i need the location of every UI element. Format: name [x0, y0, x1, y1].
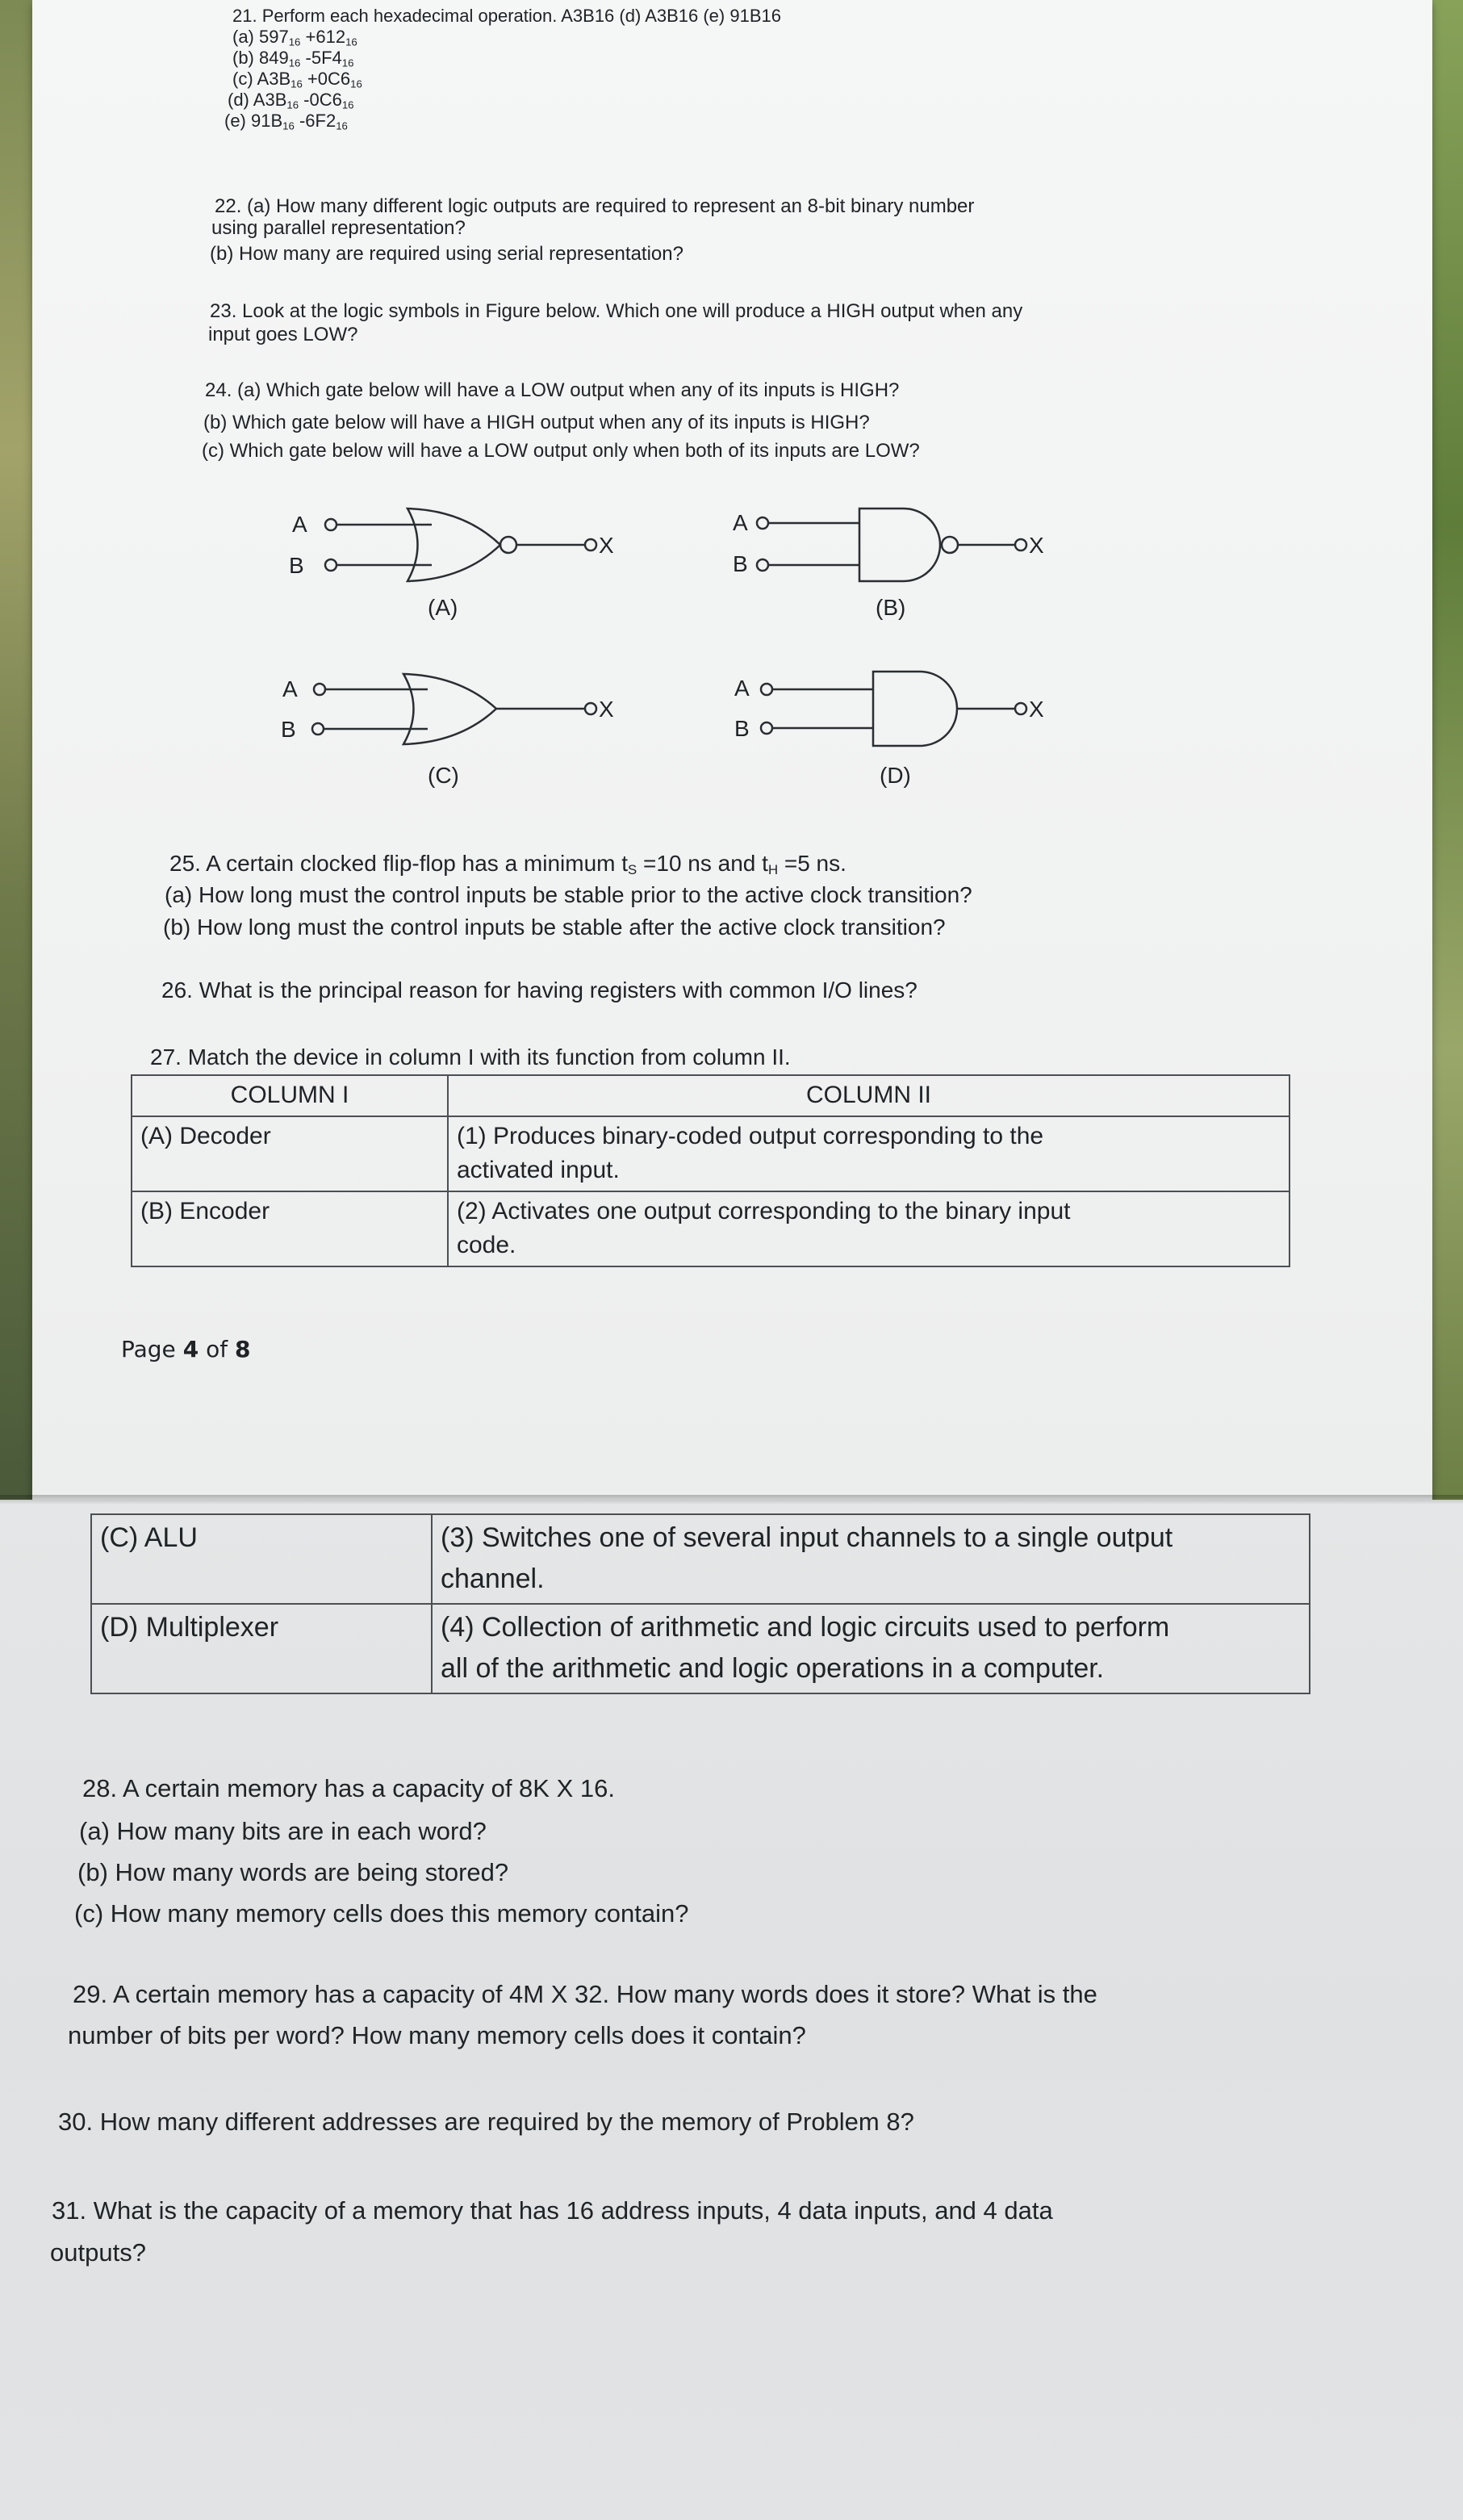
matching-table-part2: [90, 1513, 1310, 1694]
table-row: [132, 1191, 1290, 1266]
column-1-header: COLUMN I: [132, 1075, 448, 1116]
q24-part-b: (b) Which gate below will have a HIGH output when any of its inputs is HIGH?: [203, 412, 870, 433]
gate-d-output: X: [1029, 697, 1044, 722]
device-cell: (B) Encoder: [132, 1191, 448, 1266]
q29-line2: number of bits per word? How many memory cells does it contain?: [68, 2021, 806, 2049]
function-cell: (2) Activates one output corresponding to the binary input code.: [448, 1191, 1290, 1266]
q29-line1: 29. A certain memory has a capacity of 4M X 32. How many words does it store? What is the: [73, 1980, 1097, 2008]
q21-title: 21. Perform each hexadecimal operation. A3B16 (d) A3B16 (e) 91B16: [232, 6, 781, 26]
gate-c-label: (C): [428, 763, 459, 788]
device-cell: (A) Decoder: [132, 1116, 448, 1191]
device-cell: (C) ALU: [91, 1514, 432, 1604]
gate-b-input-b: B: [733, 551, 748, 576]
q27-title: 27. Match the device in column I with its function from column II.: [150, 1044, 791, 1070]
q24-part-a: 24. (a) Which gate below will have a LOW output when any of its inputs is HIGH?: [205, 379, 900, 401]
q23-line1: 23. Look at the logic symbols in Figure below. Which one will produce a HIGH output when any: [210, 300, 1023, 322]
gate-b-nand-symbol: [757, 509, 1026, 581]
gate-c-output: X: [599, 697, 614, 722]
logic-gates-figure: [0, 484, 1130, 807]
q21-item-b: (b) $849_{16}$ $-5F4_{16}$: [232, 48, 354, 69]
device-cell: (D) Multiplexer: [91, 1604, 432, 1693]
page-separator: [0, 1495, 1463, 1505]
gate-c-input-b: B: [281, 717, 296, 742]
q31-line2: outputs?: [50, 2238, 146, 2267]
function-cell: (4) Collection of arithmetic and logic circuits used to perform all of the arithmetic and logic operations in a computer.: [432, 1604, 1310, 1693]
q28-part-c: (c) How many memory cells does this memory contain?: [74, 1899, 689, 1928]
q22-part-a-line1: 22. (a) How many different logic outputs are required to represent an 8-bit binary number: [215, 195, 975, 217]
q30-question: 30. How many different addresses are required by the memory of Problem 8?: [58, 2108, 914, 2136]
matching-table-part1: [131, 1074, 1290, 1267]
q22-part-b: (b) How many are required using serial representation?: [210, 243, 683, 265]
function-cell: (1) Produces binary-coded output corresponding to the activated input.: [448, 1116, 1290, 1191]
gate-a-input-a: A: [292, 512, 307, 537]
gate-d-label: (D): [880, 763, 911, 788]
q21-item-a: (a) $597_{16} +612_{16}$: [232, 27, 357, 48]
gate-b-input-a: A: [733, 510, 748, 535]
gate-d-and-symbol: [761, 672, 1026, 746]
table-row: [91, 1604, 1310, 1693]
table-row: [91, 1514, 1310, 1604]
q23-line2: input goes LOW?: [208, 324, 358, 345]
gate-a-label: (A): [428, 595, 458, 620]
gate-d-input-a: A: [734, 676, 750, 701]
q25-part-b: (b) How long must the control inputs be stable after the active clock transition?: [163, 915, 946, 940]
q25-line1: 25. A certain clocked flip-flop has a minimum $t_S =10$ ns and $t_H =5$ ns.: [169, 851, 846, 878]
page-number: Page 4 of 8: [121, 1336, 251, 1363]
q21-item-e: (e) $91B_{16}$ $-6F2_{16}$: [224, 111, 348, 132]
gate-a-nor-symbol: [325, 509, 596, 581]
gate-c-input-a: A: [282, 676, 298, 701]
function-cell: (3) Switches one of several input channels to a single output channel.: [432, 1514, 1310, 1604]
q24-part-c: (c) Which gate below will have a LOW output only when both of its inputs are LOW?: [202, 440, 920, 462]
q25-part-a: (a) How long must the control inputs be stable prior to the active clock transition?: [165, 882, 972, 907]
q28-part-b: (b) How many words are being stored?: [77, 1858, 509, 1886]
q21-item-c: (c) $A3B_{16} +0C6_{16}$: [232, 69, 362, 90]
q26-question: 26. What is the principal reason for having registers with common I/O lines?: [161, 977, 918, 1003]
gate-a-input-b: B: [289, 553, 304, 578]
gate-b-label: (B): [876, 595, 906, 620]
gate-c-or-symbol: [312, 674, 596, 744]
gate-b-output: X: [1029, 533, 1044, 558]
table-row: [132, 1116, 1290, 1191]
column-2-header: COLUMN II: [448, 1075, 1290, 1116]
q28-title: 28. A certain memory has a capacity of 8K X 16.: [82, 1774, 615, 1802]
q31-line1: 31. What is the capacity of a memory that has 16 address inputs, 4 data inputs, and 4 data: [52, 2196, 1053, 2225]
gate-d-input-b: B: [734, 716, 750, 741]
q22-part-a-line2: using parallel representation?: [211, 217, 466, 239]
q21-item-d: (d) $A3B_{16}$ $-0C6_{16}$: [228, 90, 354, 111]
q28-part-a: (a) How many bits are in each word?: [79, 1817, 487, 1845]
gate-a-output: X: [599, 533, 614, 558]
